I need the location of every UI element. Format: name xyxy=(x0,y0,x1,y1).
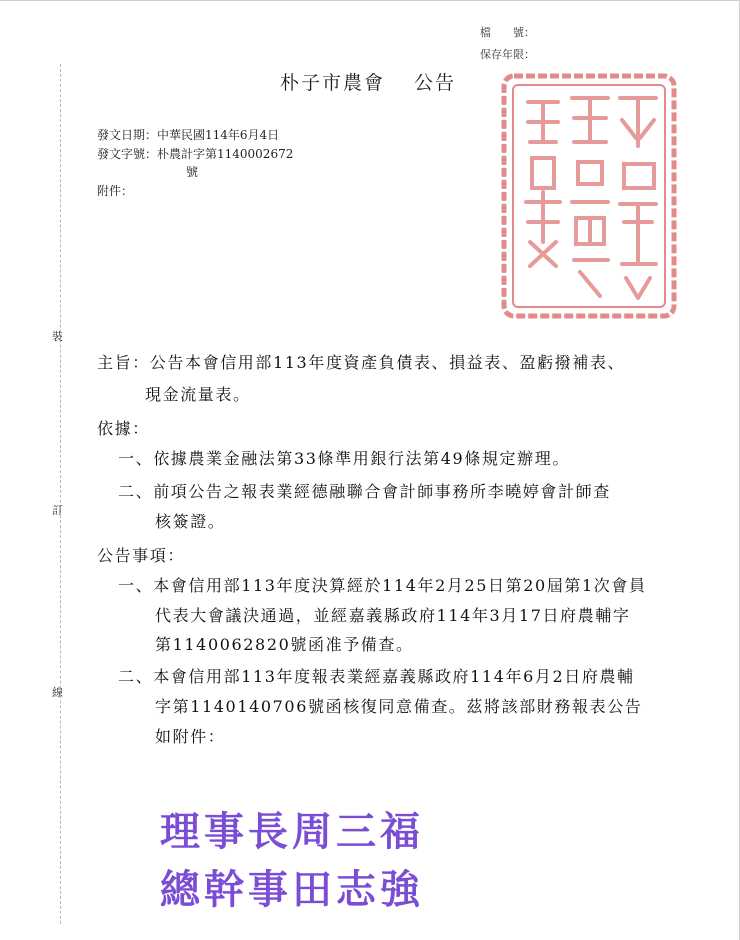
document-number: 發文字號：朴農計字第1140002672 xyxy=(97,147,294,161)
attachment-label: 附件： xyxy=(97,184,134,198)
general-manager-signature-stamp: 總幹事田志強 xyxy=(160,867,424,913)
notice-item-2-line-1: 二、本會信用部113年度報表業經嘉義縣政府114年6月2日府農輔 xyxy=(118,667,635,686)
chairman-signature-stamp: 理事長周三福 xyxy=(160,809,424,855)
notice-item-2-line-3: 如附件： xyxy=(155,727,226,746)
subject-line-2: 現金流量表。 xyxy=(145,385,251,404)
binding-char-ding: 訂 xyxy=(52,504,63,517)
issue-date: 發文日期：中華民國114年6月4日 xyxy=(97,128,280,142)
notice-item-1-line-3: 第1140062820號函准予備查。 xyxy=(155,635,414,654)
notice-heading: 公告事項： xyxy=(97,546,186,565)
basis-heading: 依據： xyxy=(97,419,150,438)
file-number-label: 檔 號： xyxy=(480,26,535,39)
notice-item-2-line-2: 字第1140140706號函核復同意備查。茲將該部財務報表公告 xyxy=(155,697,643,716)
notice-item-1-line-2: 代表大會議決通過，並經嘉義縣政府114年3月17日府農輔字 xyxy=(155,606,631,625)
subject-line-1: 主旨：公告本會信用部113年度資產負債表、損益表、盈虧撥補表、 xyxy=(97,353,626,372)
page-title: 朴子市農會 公告 xyxy=(280,72,457,94)
binding-line xyxy=(60,64,61,924)
basis-item-2-line-1: 二、前項公告之報表業經德融聯合會計師事務所李曉婷會計師查 xyxy=(118,482,611,501)
notice-item-1-line-1: 一、本會信用部113年度決算經於114年2月25日第20屆第1次會員 xyxy=(118,576,647,595)
binding-char-zhuang: 裝 xyxy=(52,330,63,343)
basis-item-2-line-2: 核簽證。 xyxy=(155,512,226,531)
official-seal xyxy=(500,72,678,320)
basis-item-1: 一、依據農業金融法第33條準用銀行法第49條規定辦理。 xyxy=(118,449,570,468)
top-border xyxy=(0,0,740,1)
binding-char-xian: 線 xyxy=(52,686,63,699)
retention-label: 保存年限： xyxy=(480,48,535,61)
document-number-suffix: 號 xyxy=(186,165,199,179)
